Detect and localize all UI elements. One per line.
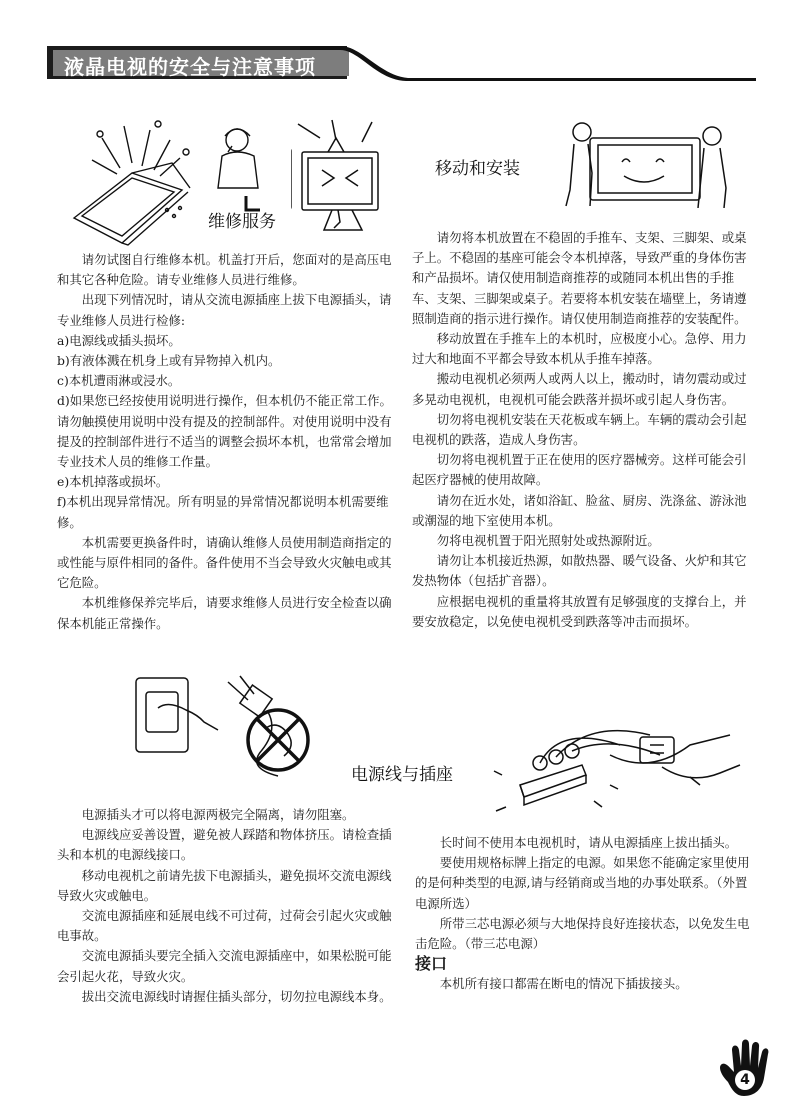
move-paragraph: 勿将电视机置于阳光照射处或热源附近。 xyxy=(436,533,660,549)
moving-tv-illustration xyxy=(560,118,730,208)
power-paragraph: 电源线应妥善设置，避免被人踩踏和物体挤压。请检查插头和本机的电源线接口。 xyxy=(57,827,392,863)
repair-section-title: 维修服务 xyxy=(208,212,276,232)
move-paragraph: 请勿让本机接近热源，如散热器、暖气设备、火炉和其它发热物体（包括扩音器）。 xyxy=(412,553,747,589)
move-paragraph: 切勿将电视机置于正在使用的医疗器械旁。这样可能会引起医疗器械的使用故障。 xyxy=(412,452,747,488)
page-number: 4 xyxy=(740,1072,750,1088)
repair-list-item: e)本机掉落或损坏。 xyxy=(57,474,169,490)
repair-paragraph: 出现下列情况时，请从交流电源插座上拔下电源插头，请专业维修人员进行检修: xyxy=(57,292,392,328)
power-section-title: 电源线与插座 xyxy=(351,765,453,785)
power-paragraph: 移动电视机之前请先拔下电源插头，避免损坏交流电源线导致火灾或触电。 xyxy=(57,867,392,903)
move-text-block xyxy=(412,228,757,632)
hand-page-icon xyxy=(714,1038,774,1100)
power-paragraph: 交流电源插座和延展电线不可过荷，过荷会引起火灾或触电事故。 xyxy=(57,908,392,944)
repair-list-item: b)有液体溅在机身上或有异物掉入机内。 xyxy=(57,353,281,369)
repair-text-block xyxy=(57,250,392,634)
move-paragraph: 请勿将本机放置在不稳固的手推车、支架、三脚架、或桌子上。不稳固的基座可能会令本机掉落，导致严重的身体伤害和产品损坏。请仅使用制造商推荐的或随同本机出售的手推车、支架、三脚架或桌子。若要将本机安装在墙壁上，务请遵照制造商的指示进行操作。请仅使用制造商推荐的安装配件。 xyxy=(412,230,747,326)
move-paragraph: 移动放置在手推车上的本机时，应极度小心。急停、用力过大和地面不平都会导致本机从手推车掉落。 xyxy=(412,331,747,367)
power-paragraph: 交流电源插头要完全插入交流电源插座中，如果松脱可能会引起火花，导致火灾。 xyxy=(57,948,392,984)
repair-list-item: d)如果您已经按使用说明进行操作，但本机仍不能正常工作。请勿触摸使用说明中没有提及的控制部件。对使用说明中没有提及的控制部件进行不适当的调整会损坏本机，也常常会增加专业技术人员的维修工作量。 xyxy=(57,393,392,470)
power-paragraph: 长时间不使用本电视机时，请从电源插座上拔出插头。 xyxy=(439,835,738,850)
broken-tv-icon xyxy=(292,118,390,248)
move-paragraph: 搬动电视机必须两人或两人以上，搬动时，请勿震动或过多晃动电视机，电视机可能会跌落并损坏或引起人身伤害。 xyxy=(412,371,747,407)
power-paragraph: 电源插头才可以将电源两极完全隔离，请勿阻塞。 xyxy=(81,807,355,822)
page-title: 液晶电视的安全与注意事项 xyxy=(64,55,316,79)
ports-paragraph: 本机所有接口都需在断电的情况下插拔接头。 xyxy=(439,976,688,992)
repair-list-item: f)本机出现异常情况。所有明显的异常情况都说明本机需要维修。 xyxy=(57,494,389,530)
repair-list-item: c)本机遭雨淋或浸水。 xyxy=(57,373,181,389)
move-paragraph: 应根据电视机的重量将其放置有足够强度的支撑台上，并要安放稳定，以免使电视机受到跌落等冲击而损坏。 xyxy=(412,593,747,629)
ports-section-title: 接口 xyxy=(415,954,448,974)
power-paragraph: 拔出交流电源线时请握住插头部分，切勿拉电源线本身。 xyxy=(81,988,392,1004)
power-text-left xyxy=(57,805,392,1007)
plug-handling-illustration xyxy=(128,660,323,778)
repair-paragraph: 本机需要更换备件时，请确认维修人员使用制造商指定的或性能与原件相同的备件。备件使用不当会导致火灾触电或其它危险。 xyxy=(57,534,392,591)
overloaded-outlet-illustration xyxy=(490,715,750,820)
move-paragraph: 请勿在近水处，诸如浴缸、脸盆、厨房、洗涤盆、游泳池或潮湿的地下室使用本机。 xyxy=(412,492,747,528)
repair-paragraph: 本机维修保养完毕后，请要求维修人员进行安全检查以确保本机能正常操作。 xyxy=(57,595,392,631)
move-section-title: 移动和安装 xyxy=(435,159,520,179)
power-paragraph: 要使用规格标牌上指定的电源。如果您不能确定家里使用的是何种类型的电源,请与经销商或当地的办事处联系。（外置电源所选） xyxy=(415,855,750,911)
repair-list-item: a)电源线或插头损坏。 xyxy=(57,332,181,348)
header-rule xyxy=(300,40,760,85)
repair-paragraph: 请勿试图自行维修本机。机盖打开后，您面对的是高压电和其它各种危险。请专业维修人员进行维修。 xyxy=(57,252,392,288)
move-paragraph: 切勿将电视机安装在天花板或车辆上。车辆的震动会引起电视机的跌落，造成人身伤害。 xyxy=(412,411,747,448)
power-paragraph: 所带三芯电源必须与大地保持良好连接状态，以免发生电击危险。（带三芯电源） xyxy=(415,915,750,952)
power-text-right xyxy=(415,833,750,995)
